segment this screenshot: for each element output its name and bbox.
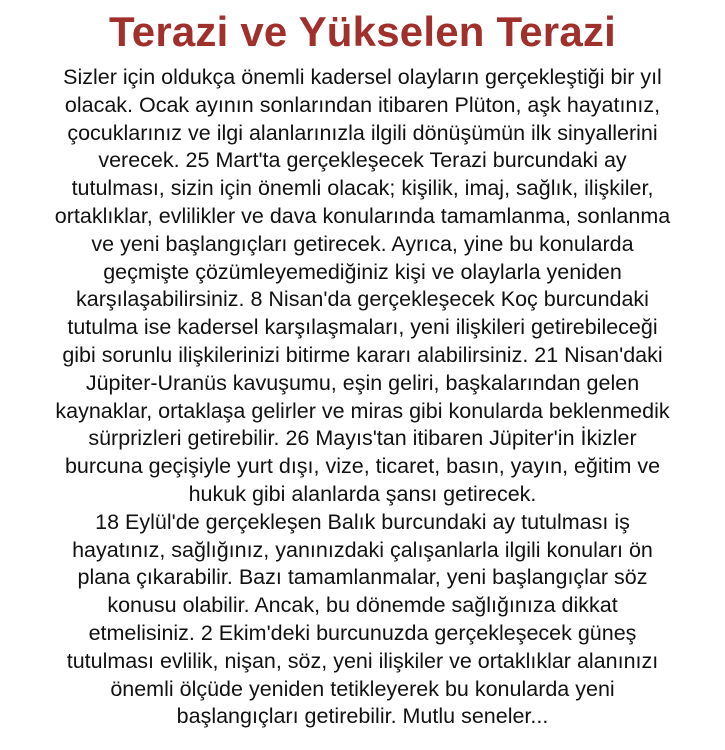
horoscope-text bbox=[12, 64, 713, 731]
text-line: hukuk gibi alanlarda şansı getirecek. bbox=[188, 481, 537, 506]
text-line: başlangıçları getirebilir. Mutlu seneler... bbox=[176, 704, 549, 729]
text-line: çocuklarınız ve ilgi alanlarınızla ilgili dönüşümün ilk sinyallerini bbox=[67, 120, 658, 145]
text-line: kaynaklar, ortaklaşa gelirler ve miras gibi konularda beklenmedik bbox=[55, 398, 670, 423]
text-line: gibi sorunlu ilişkilerinizi bitirme kararı alabilirsiniz. 21 Nisan'daki bbox=[62, 342, 663, 367]
text-line: Sizler için oldukça önemli kadersel olayların gerçekleştiği bir yıl bbox=[63, 65, 662, 89]
text-line: ortaklıklar, evlilikler ve dava konularında tamamlanma, sonlanma bbox=[54, 203, 671, 228]
text-line: tutulması evlilik, nişan, söz, yeni ilişkiler ve ortaklıklar alanınızı bbox=[66, 648, 659, 673]
text-line: olacak. Ocak ayının sonlarından itibaren Plüton, aşk hayatınız, bbox=[64, 92, 661, 117]
text-line: ve yeni başlangıçları getirecek. Ayrıca, yine bu konularda bbox=[91, 231, 634, 256]
text-line: sürprizleri getirebilir. 26 Mayıs'tan itibaren Jüpiter'in İkizler bbox=[88, 426, 637, 451]
text-line: burcuna geçişiyle yurt dışı, vize, ticaret, basın, yayın, eğitim ve bbox=[64, 454, 661, 479]
text-line: verecek. 25 Mart'ta gerçekleşecek Terazi burcundaki ay bbox=[98, 148, 627, 173]
text-line: karşılaşabilirsiniz. 8 Nisan'da gerçekleşecek Koç burcundaki bbox=[76, 287, 649, 312]
text-line: 18 Eylül'de gerçekleşen Balık burcundaki ay tutulması iş bbox=[95, 509, 630, 534]
page-title: Terazi ve Yükselen Terazi bbox=[109, 8, 616, 55]
text-line: etmelisiniz. 2 Ekim'deki burcunuzda gerçekleşecek güneş bbox=[88, 620, 637, 645]
text-line: tutulması, sizin için önemli olacak; kişilik, imaj, sağlık, ilişkiler, bbox=[71, 176, 654, 201]
text-line: geçmişte çözümleyemediğiniz kişi ve olaylarla yeniden bbox=[103, 259, 622, 284]
text-line: önemli ölçüde yeniden tetikleyerek bu konularda yeni bbox=[110, 676, 615, 701]
text-line: Jüpiter-Uranüs kavuşumu, eşin geliri, başkalarından gelen bbox=[85, 370, 640, 395]
text-line: plana çıkarabilir. Bazı tamamlanmalar, yeni başlangıçlar söz bbox=[77, 565, 648, 590]
text-line: hayatınız, sağlığınız, yanınızdaki çalışanlarla ilgili konuları ön bbox=[72, 537, 653, 562]
text-line: konusu olabilir. Ancak, bu dönemde sağlığınıza dikkat bbox=[107, 593, 618, 618]
text-line: tutulma ise kadersel karşılaşmaları, yeni ilişkileri getirebileceği bbox=[67, 315, 658, 340]
